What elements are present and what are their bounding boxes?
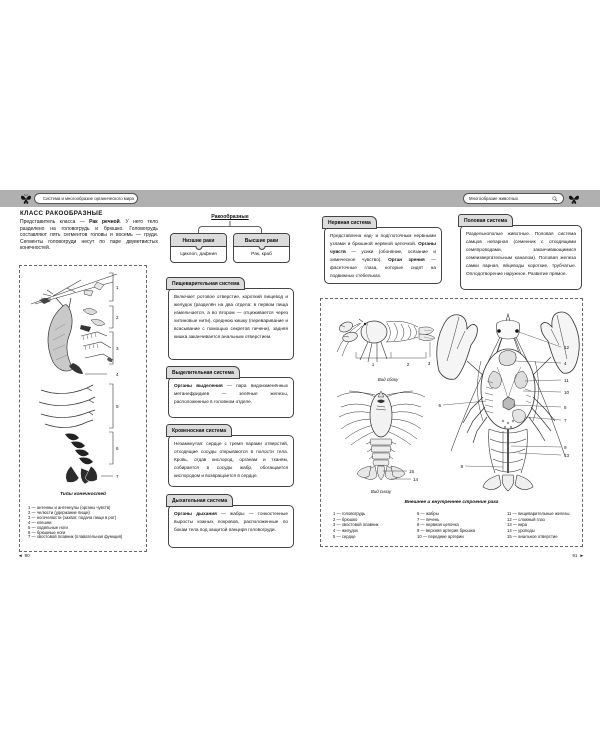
svg-text:3: 3 [116,346,119,351]
stomach [499,351,516,366]
taxonomy-box-title: Высшие раки [244,237,279,244]
box-body [168,505,294,548]
taxonomy-box-high-crustaceans [233,233,290,263]
svg-text:7: 7 [564,418,567,423]
walking-legs-drawing [39,385,95,428]
legend-item: 1 — антенны и антеннулы (органы чувств) [28,505,111,510]
svg-text:13: 13 [564,453,570,458]
compound-eye [515,329,519,333]
circulatory-system-box [166,424,294,487]
taxonomy-box-examples: Циклоп, дафния [180,251,217,257]
intro-bold-term: Рак речной [89,219,120,225]
abdominal-legs-drawing [65,434,93,465]
legend-item: 14 — уроподы [507,528,535,534]
svg-text:1: 1 [371,362,375,367]
taxonomy-box-title: Низшие раки [182,237,215,244]
tail-fan-drawing [66,466,98,484]
taxonomy-root: Ракообразные [211,214,249,220]
legend-column-3 [507,511,569,540]
page-title: КЛАСС РАКООБРАЗНЫЕ [20,210,103,217]
intro-text: . У него тело разделено на головогрудь и брюшко. Головогрудь составляют пять сегментов головы и восемь — груди. Сегменты головогруди несут по паре двуветвистых конечностей. [20,219,159,252]
box-body: Незамкнутая: сердце с тремя парами отверстий, отходящие сосуды открываются в полости тела. Кровь, отдав кислород, органам и тканям, собирается в сосуды жабр, обогащается кислородом и возвращается в сердце. [168,435,294,487]
box-tab: Дыхательная система [166,494,233,507]
svg-text:14: 14 [413,477,419,482]
legend-item: 15 — анальное отверстие [507,533,558,539]
body-text: — пара видоизменённых метанефридиев — зелёные железы, расположенные в головном отделе. [174,383,288,404]
right-claw [541,312,579,373]
svg-text:5: 5 [564,405,567,410]
legend-item: 2 — брюшко [333,516,358,522]
limb-types-figure [19,265,147,552]
crayfish-side-view [334,308,442,376]
crayfish-anatomy-figure [320,298,583,547]
svg-text:7: 7 [116,474,119,479]
svg-text:4: 4 [564,361,567,366]
svg-text:1: 1 [116,285,119,290]
legend-item: 5 — ходильные ноги [28,524,68,530]
claw-drawing [48,298,83,374]
svg-text:15: 15 [409,469,415,474]
box-tab: Половая система [458,214,513,227]
legend-item: 7 — печень [417,516,440,522]
svg-text:9: 9 [564,445,567,450]
legend-item: 4 — клешни [28,519,52,525]
right-section-title: Многообразие животных [469,196,519,201]
svg-text:4: 4 [116,372,119,377]
right-section-tab[interactable] [463,193,564,204]
intro-paragraph [20,219,158,252]
page-back-arrow[interactable]: ◄ [18,553,23,558]
svg-text:6: 6 [438,403,441,408]
legend-item: 2 — челюсти (удержание пищи) [28,509,90,515]
legend-item: 4 — желудок [333,528,358,534]
box-tab: Выделительная система [166,366,240,379]
legend-item: 6 — жабры [417,511,439,516]
reproductive-system-box [458,214,582,290]
body-text: — усики (обоняние, осязание и химическое чувство). [330,249,436,262]
digestive-system-box [166,277,294,361]
limb-types-illustration [23,270,145,485]
left-page-number [18,553,30,558]
right-page-number [564,553,584,558]
body-text: — жабры — тонкостенные выросты кожных покровов, расположенные по бокам тела под защитой панциря головогруди. [174,511,288,532]
svg-text:12: 12 [564,345,570,350]
svg-text:3: 3 [427,361,431,366]
jaws-drawing [80,308,105,332]
crayfish-dissection-view [433,301,583,497]
antennae-drawing [31,274,117,304]
maxillipeds-drawing [81,332,113,362]
svg-text:5: 5 [116,404,119,409]
svg-text:10: 10 [564,390,570,395]
box-tab: Пищеварительная система [166,277,245,290]
svg-text:2: 2 [406,362,410,367]
page-number: 90 [24,553,30,558]
bold-term: Орган зрения [388,257,425,262]
svg-text:8: 8 [460,464,463,469]
legend-item: 7 — хвостовой плавник (плавательная функция) [28,534,123,540]
legend-item: 9 — верхняя артерия брюшка [417,528,476,534]
bold-term: Органы дыхания [174,511,217,516]
body-text: — фасеточные глаза, которые сидят на подвижных стебельках. [330,257,436,278]
legend-column-2 [417,511,475,540]
box-tab: Нервная система [322,216,377,229]
legend-item: 11 — пищеварительные железы [507,511,570,516]
legend-item: 1 — головогрудь [333,511,366,516]
header-band [0,190,600,207]
legend-item: 6 — брюшные ноги [28,529,66,535]
search-icon [552,196,558,202]
compound-eye [497,329,501,333]
left-section-title: Система и многообразие органического мира [43,196,134,201]
body-text: Представлена над- и подглоточным нервными узлами и брюшной нервной цепочкой. [330,233,436,246]
side-view-caption: Вид сбоку [377,377,399,382]
legend-column-1 [333,511,379,540]
taxonomy-box-examples: Рак, краб [251,251,272,257]
page-forward-arrow[interactable]: ► [579,553,584,558]
page-number: 91 [572,553,578,558]
box-body: Раздельнополые животные. Половая система самцов непарная (семенник с отходящими семяпроводами, заканчивающимися семяизвергательным каналом). Половая железа самки парная, яйцеводы короткие, трубчатые. Оплодотворение наружное. Развитие прямое. [460,225,582,290]
tail-fan [483,475,533,491]
figure-legend [28,506,122,540]
box-body: Включает ротовое отверстие, короткий пищевод и желудок (разделён на два отдела: в первом пища измельчается, а во втором — отцеживается через хитиновые нити), среднюю кишку (переваривание и всасывание с помощью секретов печени), задняя кишка заканчивается анальным отверстием. [168,288,294,360]
butterfly-icon [20,193,32,205]
respiratory-system-box [166,494,294,548]
box-tab: Кровеносная система [166,424,232,437]
figure-caption: Типы конечностей [60,492,106,497]
excretory-system-box [166,366,294,418]
svg-text:2: 2 [116,315,119,320]
svg-text:11: 11 [564,378,569,383]
crayfish-bottom-view [331,387,431,487]
box-body [168,377,294,418]
nervous-system-box [322,216,442,284]
taxonomy-box-low-crustaceans [170,233,227,263]
legend-item: 8 — нервная цепочка [417,522,459,528]
legend-item: 13 — икра [507,522,528,528]
butterfly-icon [568,193,580,205]
bold-term: Органы выделения [174,383,223,388]
legend-item: 10 — передние артерии [417,533,464,539]
legend-item: 5 — сердце [333,533,356,539]
legend-item: 12 — сложный глаз [507,516,545,522]
intro-text: Представитель класса — [20,219,90,225]
bold-term: Органы чувств [330,241,436,254]
box-body [324,227,442,284]
legend-item: 3 — хвостовой плавник [333,522,379,528]
svg-text:6: 6 [116,446,119,451]
left-section-tab[interactable] [34,193,138,204]
bottom-view-caption: Вид снизу [370,489,392,494]
figure-caption: Внешнее и внутреннее строение рака [404,500,499,505]
legend-item: 3 — ногочелюсти (захват, подача пищи в рот) [28,514,117,520]
